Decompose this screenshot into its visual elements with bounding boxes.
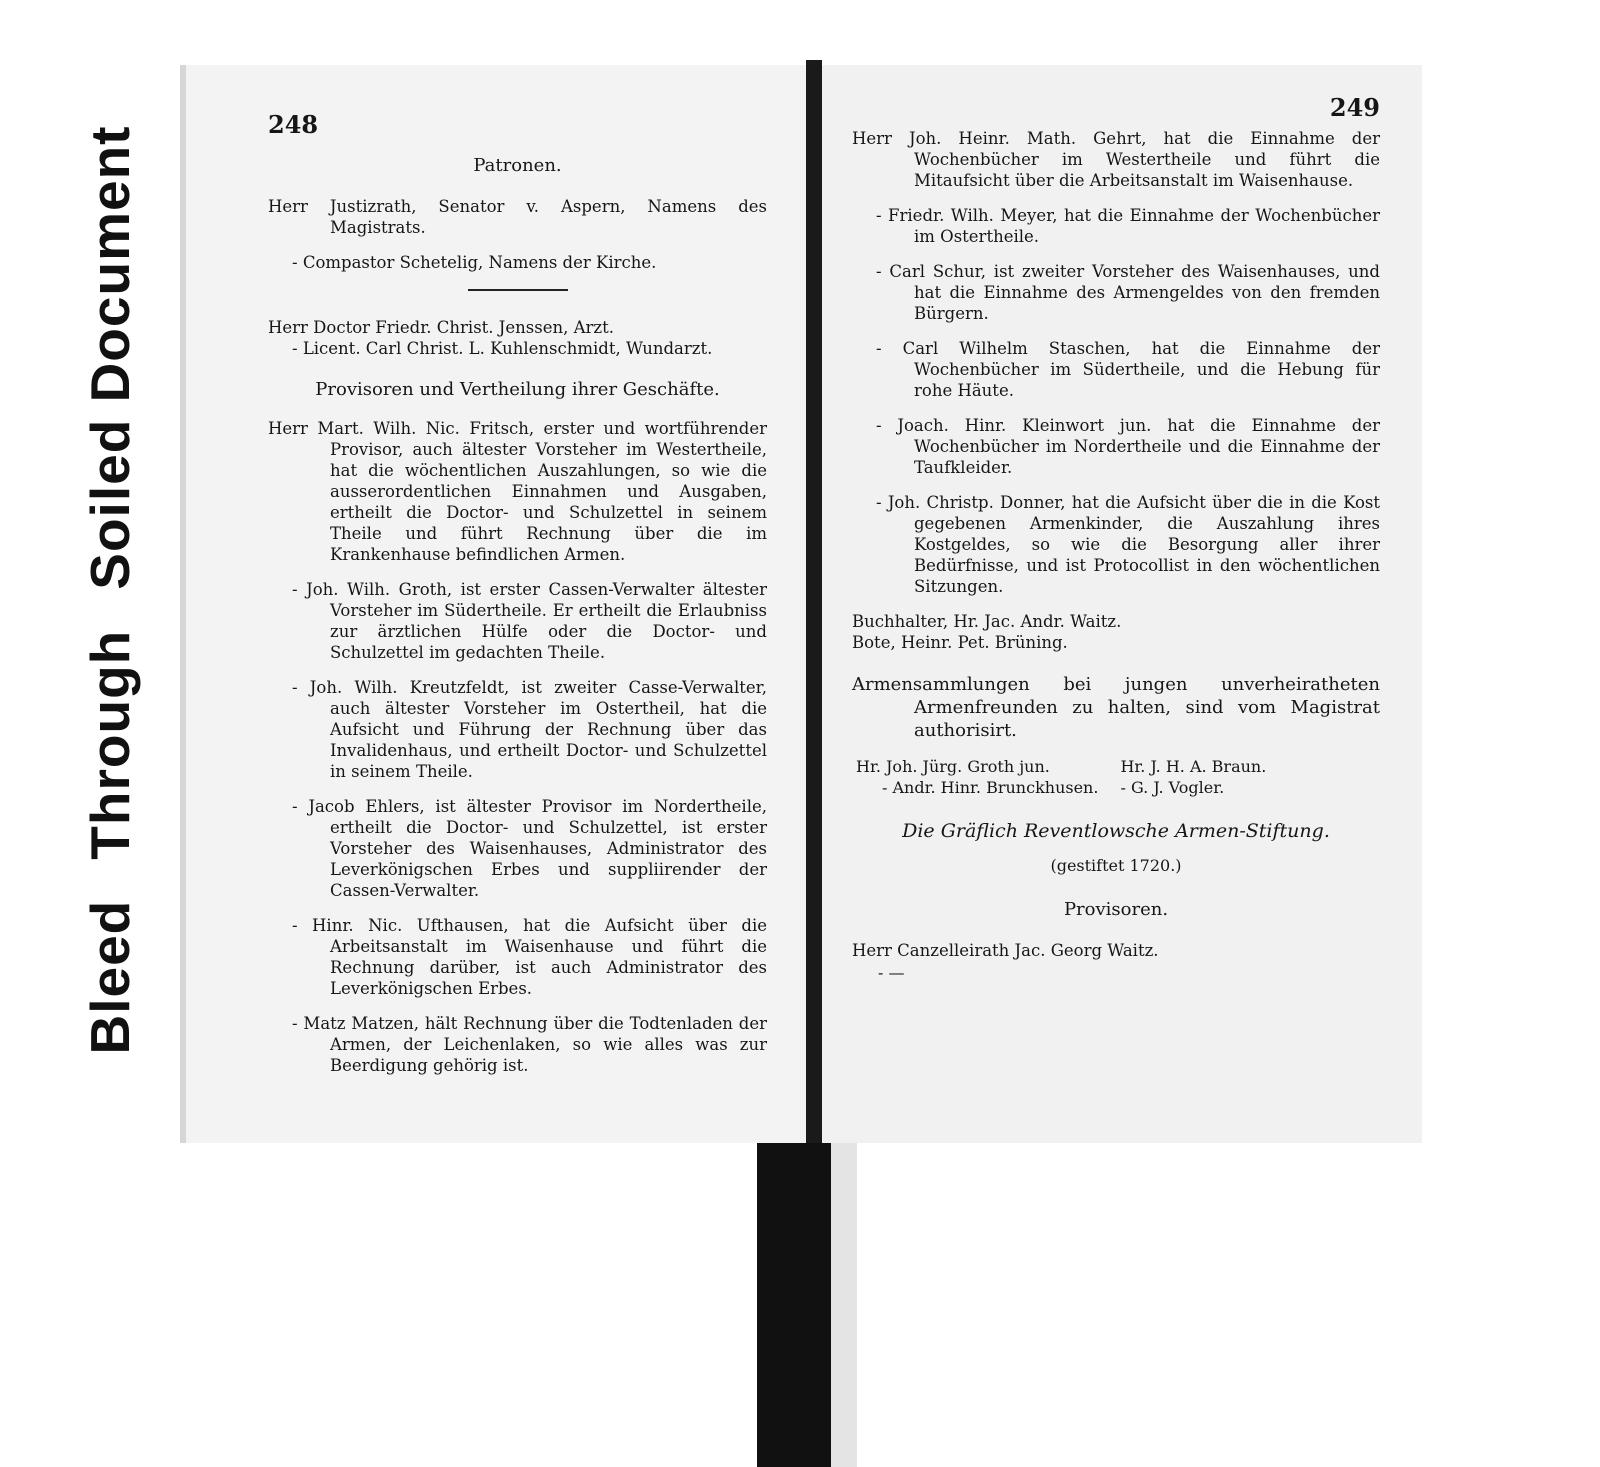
side-label-word-soiled-document: Soiled Document <box>79 125 141 590</box>
provisor-entry: - Joh. Wilh. Groth, ist erster Cassen-Verwalter ältester Vorsteher im Südertheile. Er ertheilt die Erlaubniss zur ärztlichen Hülfe oder die Doctor- und Schulzettel im gedachten Theile. <box>292 580 767 662</box>
trailing-dash: - — <box>878 963 905 982</box>
provisor-entry: Herr Joh. Heinr. Math. Gehrt, hat die Einnahme der Wochenbücher im Westertheile und führt die Mitaufsicht über die Arbeitsanstalt im Waisenhause. <box>852 129 1380 190</box>
provisor-entry: - Joach. Hinr. Kleinwort jun. hat die Einnahme der Wochenbücher im Nordertheile und die Einnahme der Taufkleider. <box>876 416 1380 477</box>
provisor-entry: Herr Mart. Wilh. Nic. Fritsch, erster und wortführender Provisor, auch ältester Vorsteher im Westertheile, hat die wöchentlichen Auszahlungen, so wie die ausserordentlichen Einnahmen und Ausgaben, ertheilt die Doctor- und Schulzettel in seinem Theile und führt Rechnung über die im Krankenhause befindlichen Armen. <box>268 419 767 564</box>
collector-name: Hr. Joh. Jürg. Groth jun. <box>856 757 1050 776</box>
side-label-text <box>78 126 142 1055</box>
collector-name: - Andr. Hinr. Brunckhusen. <box>882 778 1099 797</box>
patron-entry: - Compastor Schetelig, Namens der Kirche. <box>292 253 657 272</box>
side-label-word-through: Through <box>79 629 141 860</box>
provisor-entry: - Carl Wilhelm Staschen, hat die Einnahme der Wochenbücher im Südertheile, und die Hebung für rohe Häute. <box>876 339 1380 400</box>
provisor-entry: - Friedr. Wilh. Meyer, hat die Einnahme der Wochenbücher im Ostertheile. <box>876 206 1380 246</box>
provisor-entry: - Joh. Christp. Donner, hat die Aufsicht über die in die Kost gegebenen Armenkinder, die Auszahlung ihres Kostgeldes, so wie die Besorgung aller ihrer Bedürfnisse, und ist Protocollist in den wöchentlichen Sitzungen. <box>876 493 1380 596</box>
collector-names <box>852 756 1380 798</box>
collector-name: Hr. J. H. A. Braun. <box>1120 757 1267 776</box>
provisor-entry: - Jacob Ehlers, ist ältester Provisor im Nordertheile, ertheilt die Doctor- und Schulzettel, ist erster Vorsteher des Waisenhauses, Administrator des Leverkönigschen Erbes und suppliirender der Cassen-Verwalter. <box>292 797 767 900</box>
side-label <box>60 60 160 1120</box>
foundation-provisoren-heading: Provisoren. <box>1063 899 1169 920</box>
page-number-right: 249 <box>1329 93 1380 122</box>
doctor-entry: - Licent. Carl Christ. L. Kuhlenschmidt, Wundarzt. <box>292 339 713 358</box>
doctor-entry: Herr Doctor Friedr. Christ. Jenssen, Arzt. <box>268 318 614 337</box>
staff-entry: Buchhalter, Hr. Jac. Andr. Waitz. <box>852 612 1122 631</box>
side-label-word-bleed: Bleed <box>79 899 141 1055</box>
right-page <box>822 65 1422 1143</box>
section-divider <box>468 289 568 291</box>
provisor-entry: - Joh. Wilh. Kreutzfeldt, ist zweiter Casse-Verwalter, auch ältester Vorsteher im Ostertheil, hat die Aufsicht und Führung der Rechnung über das Invalidenhaus, und ertheilt Doctor- und Schulzettel in seinem Theile. <box>292 678 767 781</box>
staff-entry: Bote, Heinr. Pet. Brüning. <box>852 633 1068 652</box>
patronen-heading: Patronen. <box>473 155 562 176</box>
provisor-entry: - Carl Schur, ist zweiter Vorsteher des Waisenhauses, und hat die Einnahme des Armengeldes von den fremden Bürgern. <box>876 262 1380 323</box>
collector-name: - G. J. Vogler. <box>1120 778 1225 797</box>
foundation-provisor: Herr Canzelleirath Jac. Georg Waitz. <box>852 941 1159 960</box>
page-number-left: 248 <box>268 110 319 139</box>
provisor-entry: - Matz Matzen, hält Rechnung über die Todtenladen der Armen, der Leichenlaken, so wie alles was zur Beerdigung gehörig ist. <box>292 1014 767 1075</box>
book-spine <box>806 60 822 1145</box>
foundation-title: Die Gräflich Reventlowsche Armen-Stiftung. <box>902 820 1330 842</box>
left-page <box>180 65 807 1143</box>
foundation-year: (gestiftet 1720.) <box>1050 856 1182 875</box>
collections-note: Armensammlungen bei jungen unverheiratheten Armenfreunden zu halten, sind vom Magistrat authorisirt. <box>852 674 1380 741</box>
provisoren-heading: Provisoren und Vertheilung ihrer Geschäfte. <box>315 379 720 400</box>
bottom-tab <box>757 1143 857 1467</box>
collector-names-column-2 <box>1120 756 1266 798</box>
collector-names-column-1 <box>856 756 1098 798</box>
patron-entry: Herr Justizrath, Senator v. Aspern, Namens des Magistrats. <box>268 197 767 237</box>
provisor-entry: - Hinr. Nic. Ufthausen, hat die Aufsicht über die Arbeitsanstalt im Waisenhause und führt die Rechnung darüber, ist auch Administrator des Leverkönigschen Erbes. <box>292 916 767 998</box>
